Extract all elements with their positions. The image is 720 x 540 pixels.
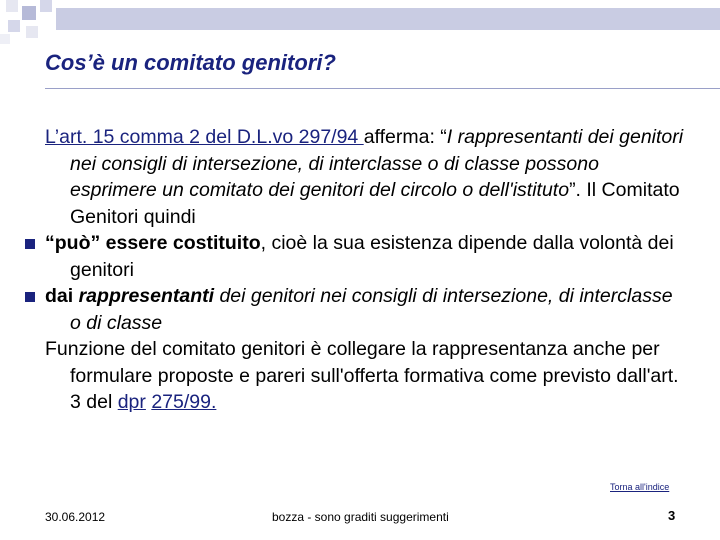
intro-text-end: ”. Il Comitato Genitori quindi xyxy=(70,179,680,228)
bullet-square-icon xyxy=(25,239,35,249)
bullet-square-icon xyxy=(25,292,35,302)
slide-body xyxy=(45,124,685,416)
function-paragraph xyxy=(45,336,685,416)
decor-bar xyxy=(56,8,720,30)
slide-title: Cos’è un comitato genitori? xyxy=(45,50,336,75)
footer-date: 30.06.2012 xyxy=(45,510,106,524)
bullet-bold-italic-text: rappresentanti xyxy=(78,285,215,307)
law-reference-link[interactable]: L’art. 15 comma 2 del D.L.vo 297/94 xyxy=(45,126,364,148)
decor-square xyxy=(8,20,20,32)
decor-square xyxy=(0,34,10,44)
title-divider xyxy=(45,88,720,89)
intro-paragraph xyxy=(45,124,685,230)
decor-square xyxy=(6,0,18,12)
header-decoration xyxy=(0,0,720,50)
intro-text: afferma: “ xyxy=(363,126,447,148)
law-quote: I rappresentanti dei genitori nei consigli di intersezione, di interclasse o di classe possono esprimere un comitato dei genitori del circolo o dell'istituto xyxy=(70,126,684,201)
dpr-link[interactable]: dpr xyxy=(117,391,146,413)
bullet-bold-text: “può” essere costituito xyxy=(45,232,261,254)
function-text: Funzione del comitato genitori è collegare la rappresentanza anche per formulare proposte e pareri sull'offerta formativa come previsto dall'art. 3 del xyxy=(45,338,679,413)
footer-note: bozza - sono graditi suggerimenti xyxy=(272,510,449,524)
bullet-bold-text: dai xyxy=(45,285,79,307)
bullet-text: , cioè la sua esistenza dipende dalla volontà dei genitori xyxy=(70,232,674,281)
page-number: 3 xyxy=(668,508,676,523)
bullet-italic-text: dei genitori nei consigli di intersezione, di interclasse o di classe xyxy=(70,285,673,334)
decor-square xyxy=(26,26,38,38)
dpr-number-link[interactable]: 275/99. xyxy=(151,391,217,413)
decor-square xyxy=(40,0,52,12)
bullet-item xyxy=(45,283,685,336)
back-to-index-link[interactable]: Torna all'indice xyxy=(610,482,670,492)
decor-square xyxy=(22,6,36,20)
bullet-item xyxy=(45,230,685,283)
